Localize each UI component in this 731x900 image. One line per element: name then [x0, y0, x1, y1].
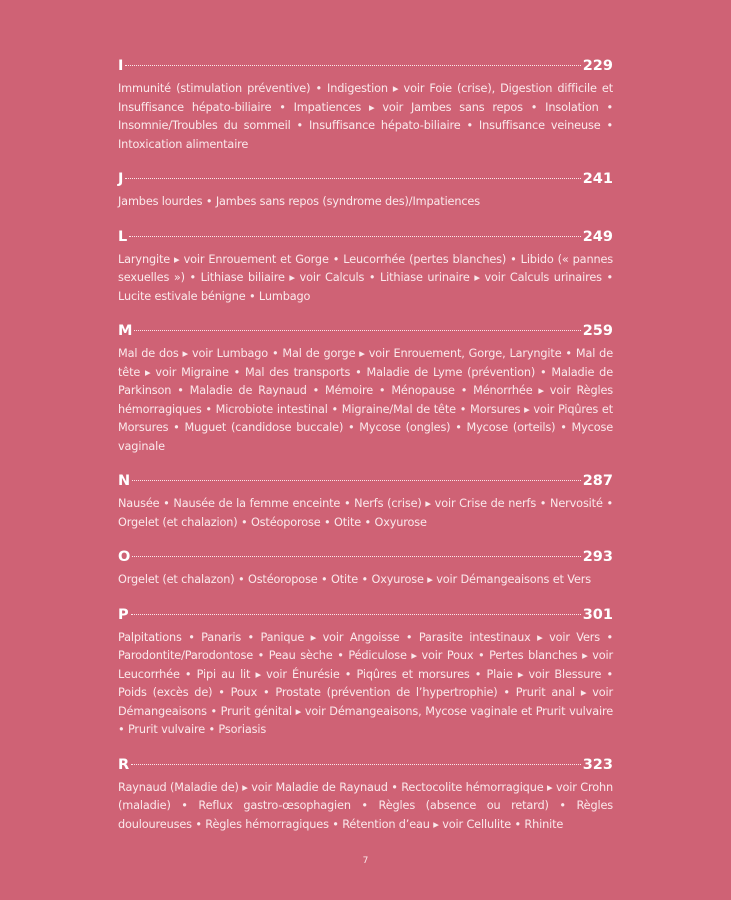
dot-leader	[129, 236, 580, 237]
dot-leader	[125, 65, 580, 66]
section-entries: Mal de dos ▸ voir Lumbago • Mal de gorge ▸ voir Enrouement, Gorge, Laryngite • Mal de tête ▸ voir Migraine • Mal des transports • Maladie de Lyme (prévention) • Maladie de Parkinson • Maladie de Raynaud • Mémoire • Ménopause • Ménorrhée ▸ voir Règles hémorragiques • Microbiote intestinal • Migraine/Mal de tête • Morsures ▸ voir Piqûres et Morsures • Muguet (candidose buccale) • Mycose (ongles) • Mycose (orteils) • Mycose vaginale	[118, 347, 613, 453]
section-heading	[118, 547, 613, 567]
section-page-number: 301	[582, 606, 613, 623]
section-r	[118, 755, 613, 835]
section-letter: P	[118, 606, 129, 623]
section-entries: Laryngite ▸ voir Enrouement et Gorge • Leucorrhée (pertes blanches) • Libido (« pannes sexuelles ») • Lithiase biliaire ▸ voir Calculs • Lithiase urinaire ▸ voir Calculs urinaires • Lucite estivale bénigne • Lumbago	[118, 252, 613, 303]
index-sections	[118, 56, 613, 834]
dot-leader	[132, 556, 580, 557]
dot-leader	[132, 480, 581, 481]
section-page-number: 287	[582, 473, 613, 489]
section-letter: R	[118, 756, 130, 773]
section-entries: Immunité (stimulation préventive) • Indigestion ▸ voir Foie (crise), Digestion difficile et Insuffisance hépato-biliaire • Impatiences ▸ voir Jambes sans repos • Insolation • Insomnie/Troubles du sommeil • Insuffisance hépato-biliaire • Insuffisance veineuse • Intoxication alimentaire	[118, 82, 613, 151]
section-entries: Orgelet (et chalazon) • Ostéoropose • Otite • Oxyurose ▸ voir Démangeaisons et Vers	[118, 573, 591, 586]
section-o	[118, 547, 613, 590]
footer-page-number: 7	[362, 856, 369, 866]
section-entries: Jambes lourdes • Jambes sans repos (syndrome des)/Impatiences	[118, 195, 480, 208]
section-m	[118, 321, 613, 456]
section-entries: Raynaud (Maladie de) ▸ voir Maladie de Raynaud • Rectocolite hémorragique ▸ voir Crohn (maladie) • Reflux gastro-œsophagien • Règles (absence ou retard) • Règles douloureuses • Règles hémorragiques • Rétention d’eau ▸ voir Cellulite • Rhinite	[118, 780, 613, 831]
section-heading	[118, 471, 613, 491]
section-entries: Palpitations • Panaris • Panique ▸ voir Angoisse • Parasite intestinaux ▸ voir Vers • Parodontite/Parodontose • Peau sèche • Pédiculose ▸ voir Poux • Pertes blanches ▸ voir Leucorrhée • Pipi au lit ▸ voir Énurésie • Piqûres et morsures • Plaie ▸ voir Blessure • Poids (excès de) • Poux • Prostate (prévention de l’hypertrophie) • Prurit anal ▸ voir Démangeaisons • Prurit génital ▸ voir Démangeaisons, Mycose vaginale et Prurit vulvaire • Prurit vulvaire • Psoriasis	[118, 630, 613, 736]
section-heading	[118, 321, 613, 341]
section-letter: N	[118, 473, 131, 489]
section-letter: O	[118, 549, 131, 565]
section-heading	[118, 605, 613, 625]
section-letter: J	[118, 171, 124, 187]
section-heading	[118, 227, 613, 247]
section-letter: I	[118, 58, 124, 74]
section-page-number: 293	[582, 549, 613, 565]
section-page-number: 249	[582, 228, 613, 245]
section-page-number: 241	[582, 171, 613, 187]
section-j	[118, 169, 613, 212]
section-page-number: 229	[582, 58, 613, 74]
section-page-number: 323	[582, 756, 613, 773]
section-i	[118, 56, 613, 154]
section-entries: Nausée • Nausée de la femme enceinte • Nerfs (crise) ▸ voir Crise de nerfs • Nervosité • Orgelet (et chalazion) • Ostéoporose • Otite • Oxyurose	[118, 497, 613, 529]
section-letter: M	[118, 323, 133, 339]
dot-leader	[134, 330, 580, 331]
dot-leader	[131, 764, 581, 765]
section-l	[118, 227, 613, 307]
dot-leader	[131, 614, 581, 615]
section-n	[118, 471, 613, 532]
section-heading	[118, 56, 613, 76]
section-letter: L	[118, 228, 128, 245]
section-page-number: 259	[582, 323, 613, 339]
section-p	[118, 605, 613, 740]
section-heading	[118, 169, 613, 189]
section-heading	[118, 755, 613, 775]
dot-leader	[125, 178, 580, 179]
